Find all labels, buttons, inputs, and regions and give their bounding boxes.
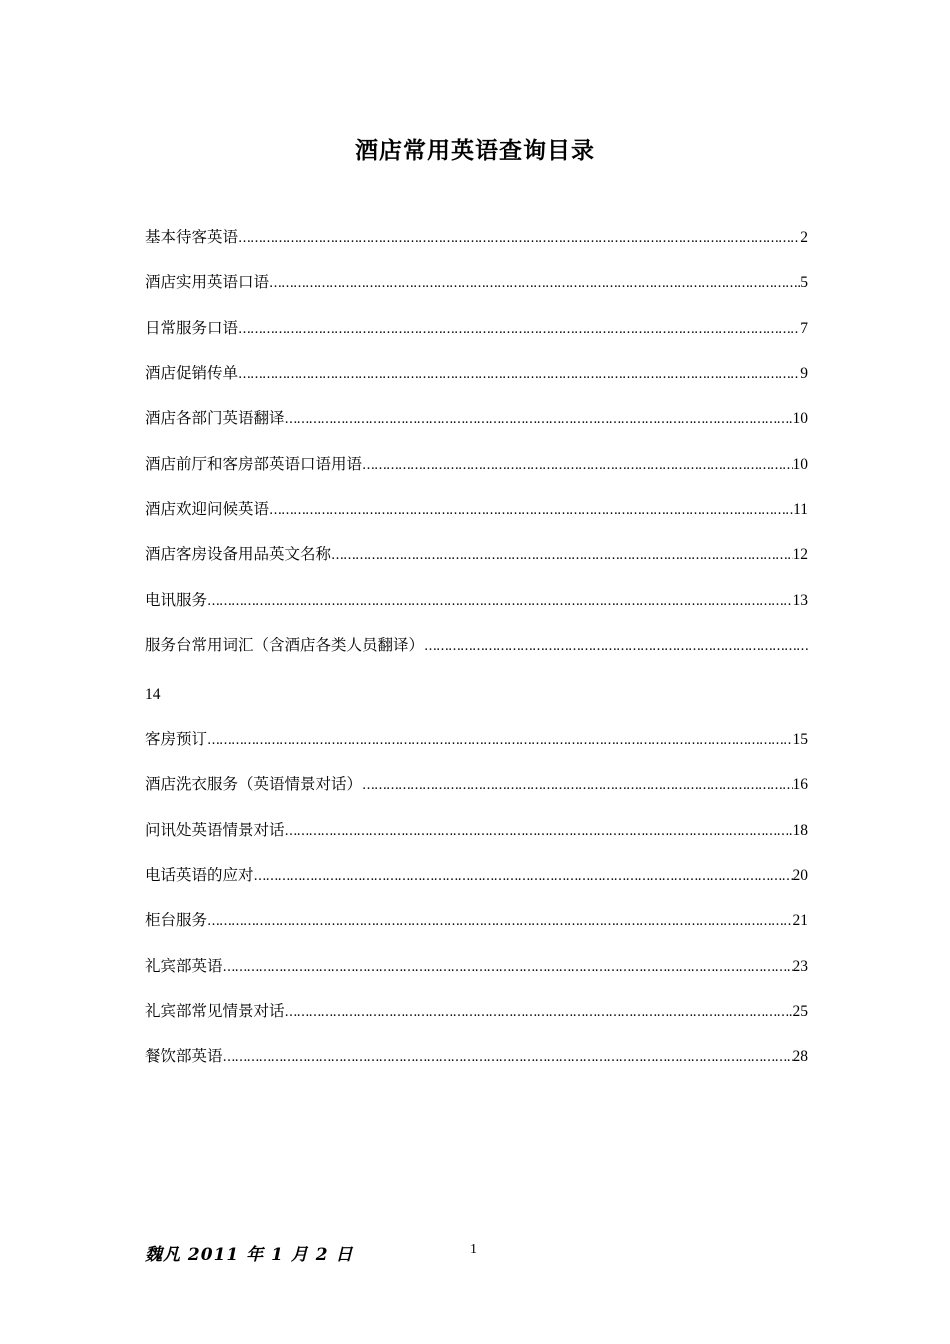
- toc-entry-page: 11: [793, 501, 808, 518]
- toc-leader-dots: [207, 911, 792, 933]
- toc-leader-dots: [238, 319, 800, 341]
- toc-entry[interactable]: [145, 910, 808, 932]
- toc-entry[interactable]: [145, 1001, 808, 1023]
- page-number: 1: [470, 1242, 477, 1257]
- toc-entry-label: 服务台常用词汇（含酒店各类人员翻译）: [145, 637, 425, 654]
- toc-entry[interactable]: [145, 1046, 808, 1068]
- toc-entry-label: 礼宾部英语: [145, 958, 223, 975]
- footer-author-date: 魏凡 2011 年 1 月 2 日: [145, 1245, 354, 1265]
- toc-entry-label: 电讯服务: [145, 592, 208, 609]
- toc-entry-page: 14: [145, 686, 161, 703]
- toc-entry[interactable]: [145, 635, 808, 657]
- toc-entry-page: 21: [792, 912, 808, 929]
- toc-entry-label: 餐饮部英语: [145, 1048, 223, 1065]
- toc-entry-page: 10: [792, 456, 808, 473]
- toc-leader-dots: [424, 636, 808, 658]
- toc-entry-page: 12: [792, 546, 808, 563]
- toc-entry-page: 13: [792, 592, 808, 609]
- toc-entry[interactable]: [145, 272, 808, 294]
- toc-entry-page: 28: [792, 1048, 808, 1065]
- toc-entry-label: 酒店各部门英语翻译: [145, 410, 285, 427]
- toc-entry-label: 礼宾部常见情景对话: [145, 1003, 285, 1020]
- toc-entry[interactable]: [145, 454, 808, 476]
- toc-entry-page: 10: [792, 410, 808, 427]
- toc-leader-dots: [238, 364, 800, 386]
- toc-leader-dots: [331, 545, 792, 567]
- toc-entry-page: 2: [800, 229, 808, 246]
- toc-entry[interactable]: [145, 590, 808, 612]
- toc-entry-label: 客房预订: [145, 731, 208, 748]
- toc-leader-dots: [238, 228, 800, 250]
- toc-entry[interactable]: [145, 820, 808, 842]
- toc-leader-dots: [285, 409, 793, 431]
- toc-leader-dots: [285, 1002, 793, 1024]
- toc-entry[interactable]: [145, 363, 808, 385]
- toc-entry[interactable]: [145, 729, 808, 751]
- toc-entry-label: 基本待客英语: [145, 229, 239, 246]
- toc-leader-dots: [362, 775, 792, 797]
- toc-entry-label: 电话英语的应对: [145, 867, 254, 884]
- toc-entry-page: 9: [800, 365, 808, 382]
- toc-leader-dots: [223, 1047, 793, 1069]
- toc-entry-page: 20: [792, 867, 808, 884]
- toc-entry[interactable]: [145, 408, 808, 430]
- toc-entry-page: 25: [792, 1003, 808, 1020]
- toc-entry[interactable]: [145, 544, 808, 566]
- toc-entry-label: 酒店前厅和客房部英语口语用语: [145, 456, 363, 473]
- toc-entry[interactable]: [145, 865, 808, 887]
- toc-entry-label: 酒店洗衣服务（英语情景对话）: [145, 776, 363, 793]
- toc-entry[interactable]: [145, 318, 808, 340]
- toc-entry-page: 15: [792, 731, 808, 748]
- document-title: 酒店常用英语查询目录: [355, 138, 595, 164]
- toc-entry-page: 5: [800, 274, 808, 291]
- toc-leader-dots: [207, 591, 792, 613]
- toc-entry-page: 23: [792, 958, 808, 975]
- toc-entry-label: 酒店客房设备用品英文名称: [145, 546, 332, 563]
- toc-leader-dots: [207, 730, 792, 752]
- toc-entry[interactable]: [145, 499, 808, 521]
- toc-leader-dots: [254, 866, 793, 888]
- toc-leader-dots: [269, 273, 800, 295]
- toc-leader-dots: [362, 455, 792, 477]
- toc-entry[interactable]: [145, 956, 808, 978]
- toc-entry-page: 16: [792, 776, 808, 793]
- toc-entry-page: 18: [792, 822, 808, 839]
- toc-leader-dots: [223, 957, 793, 979]
- toc-entry[interactable]: [145, 227, 808, 249]
- toc-entry-label: 酒店欢迎问候英语: [145, 501, 270, 518]
- toc-entry-label: 酒店促销传单: [145, 365, 239, 382]
- toc-entry-label: 酒店实用英语口语: [145, 274, 270, 291]
- toc-entry-label: 柜台服务: [145, 912, 208, 929]
- toc-entry-label: 问讯处英语情景对话: [145, 822, 285, 839]
- toc-entry-page: 7: [800, 320, 808, 337]
- toc-leader-dots: [285, 821, 793, 843]
- toc-entry-label: 日常服务口语: [145, 320, 239, 337]
- toc-leader-dots: [269, 500, 793, 522]
- toc-entry[interactable]: [145, 774, 808, 796]
